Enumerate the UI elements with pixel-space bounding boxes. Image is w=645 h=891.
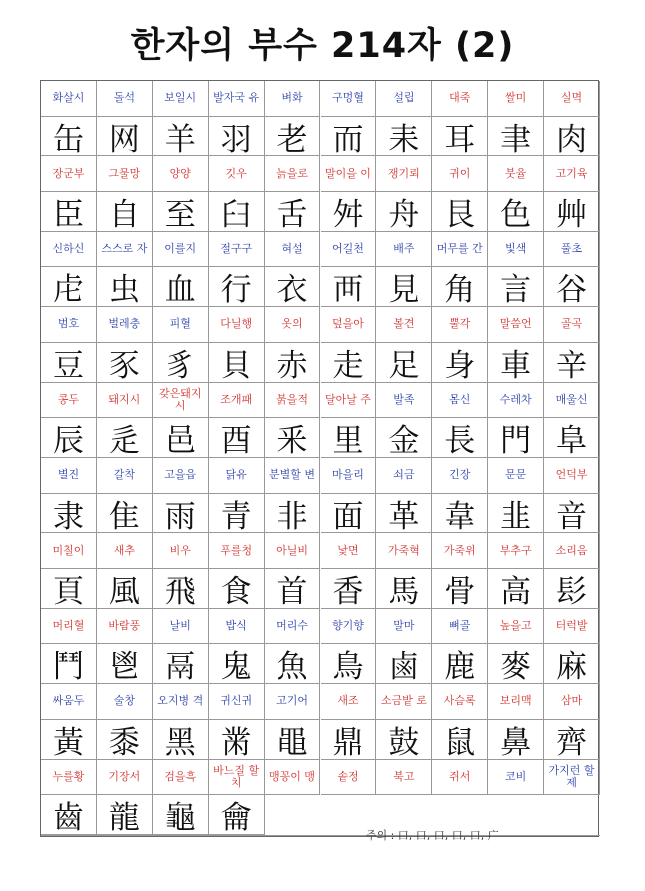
radical-character: 見 <box>376 267 432 307</box>
radical-character: 耒 <box>376 117 432 157</box>
radical-character: 里 <box>321 418 377 458</box>
radical-label: 비우 <box>153 533 209 569</box>
radical-label: 벌레충 <box>97 307 153 343</box>
radical-label: 발족 <box>376 383 432 419</box>
radical-label: 사슴록 <box>432 684 488 720</box>
radical-character: 辰 <box>41 418 97 458</box>
radical-label: 부추구 <box>488 533 544 569</box>
radical-character: 羊 <box>153 117 209 157</box>
radical-character: 髟 <box>544 569 600 609</box>
radical-label <box>209 835 265 836</box>
radical-label: 낯면 <box>321 533 377 569</box>
radical-label: 쇠금 <box>376 458 432 494</box>
radical-label: 혀설 <box>265 232 321 268</box>
radical-character: 鬲 <box>153 644 209 684</box>
radical-character: 金 <box>376 418 432 458</box>
radical-label: 쌀미 <box>488 81 544 117</box>
radical-label: 스스로 자 <box>97 232 153 268</box>
radical-label: 검을흑 <box>153 760 209 796</box>
radical-character: 韭 <box>488 494 544 534</box>
radical-label: 장군부 <box>41 156 97 192</box>
radical-label: 미칠이 <box>41 533 97 569</box>
radical-label: 뼈골 <box>432 609 488 645</box>
radical-character: 色 <box>488 192 544 232</box>
radical-label: 볼견 <box>376 307 432 343</box>
radical-character: 龠 <box>209 795 265 835</box>
radical-character: 豸 <box>153 343 209 383</box>
radical-character: 豕 <box>97 343 153 383</box>
radical-label: 돼지시 <box>97 383 153 419</box>
footnote: 주의 : 口, 口, 口, 口, 口, 广 <box>265 835 600 836</box>
radical-label: 이를지 <box>153 232 209 268</box>
radical-character: 肉 <box>544 117 600 157</box>
radical-character: 齊 <box>544 720 600 760</box>
radical-character: 非 <box>265 494 321 534</box>
radical-table <box>40 80 599 842</box>
radical-label: 말마 <box>376 609 432 645</box>
radical-character: 首 <box>265 569 321 609</box>
radical-character: 風 <box>97 569 153 609</box>
radical-character: 舌 <box>265 192 321 232</box>
radical-character: 鬥 <box>41 644 97 684</box>
radical-character: 言 <box>488 267 544 307</box>
radical-character: 面 <box>321 494 377 534</box>
radical-character: 辵 <box>97 418 153 458</box>
radical-character: 黍 <box>97 720 153 760</box>
radical-character: 隹 <box>97 494 153 534</box>
radical-label: 범호 <box>41 307 97 343</box>
radical-character: 貝 <box>209 343 265 383</box>
radical-character: 雨 <box>153 494 209 534</box>
radical-label: 설립 <box>376 81 432 117</box>
radical-character: 黹 <box>209 720 265 760</box>
radical-label: 배주 <box>376 232 432 268</box>
radical-label: 기장서 <box>97 760 153 796</box>
radical-character: 香 <box>321 569 377 609</box>
radical-character: 麻 <box>544 644 600 684</box>
radical-label: 닭유 <box>209 458 265 494</box>
radical-label: 그물망 <box>97 156 153 192</box>
radical-character: 豆 <box>41 343 97 383</box>
radical-character: 至 <box>153 192 209 232</box>
radical-label: 양양 <box>153 156 209 192</box>
radical-character: 馬 <box>376 569 432 609</box>
radical-character: 舟 <box>376 192 432 232</box>
radical-character: 龍 <box>97 795 153 835</box>
radical-character: 赤 <box>265 343 321 383</box>
radical-character: 臼 <box>209 192 265 232</box>
radical-character: 艸 <box>544 192 600 232</box>
radical-character: 麥 <box>488 644 544 684</box>
radical-character: 革 <box>376 494 432 534</box>
radical-label: 푸를청 <box>209 533 265 569</box>
radical-character: 車 <box>488 343 544 383</box>
radical-label: 누를황 <box>41 760 97 796</box>
radical-character: 身 <box>432 343 488 383</box>
radical-label: 구멍혈 <box>321 81 377 117</box>
radical-label <box>153 835 209 836</box>
radical-label: 고을읍 <box>153 458 209 494</box>
radical-label: 솥정 <box>321 760 377 796</box>
radical-character: 艮 <box>432 192 488 232</box>
empty-cell <box>544 795 600 835</box>
radical-character: 角 <box>432 267 488 307</box>
empty-cell <box>265 795 321 835</box>
radical-label: 마을리 <box>321 458 377 494</box>
radical-label: 몸신 <box>432 383 488 419</box>
radical-character: 頁 <box>41 569 97 609</box>
radical-label: 분별할 변 <box>265 458 321 494</box>
page-title: 한자의 부수 214자 (2) <box>130 26 515 66</box>
radical-label: 돌석 <box>97 81 153 117</box>
radical-label: 옷의 <box>265 307 321 343</box>
radical-label: 골곡 <box>544 307 600 343</box>
radical-label: 소리음 <box>544 533 600 569</box>
radical-character: 鼓 <box>376 720 432 760</box>
radical-character: 自 <box>97 192 153 232</box>
radical-character: 韋 <box>432 494 488 534</box>
radical-character: 足 <box>376 343 432 383</box>
radical-label: 늙을로 <box>265 156 321 192</box>
radical-character: 鬯 <box>97 644 153 684</box>
radical-character: 辛 <box>544 343 600 383</box>
radical-label: 화살시 <box>41 81 97 117</box>
radical-character: 黃 <box>41 720 97 760</box>
radical-label: 삼마 <box>544 684 600 720</box>
radical-label: 붓율 <box>488 156 544 192</box>
radical-character: 音 <box>544 494 600 534</box>
radical-label: 갈착 <box>97 458 153 494</box>
radical-label: 대죽 <box>432 81 488 117</box>
radical-character: 聿 <box>488 117 544 157</box>
radical-character: 食 <box>209 569 265 609</box>
radical-character: 缶 <box>41 117 97 157</box>
radical-label: 어길천 <box>321 232 377 268</box>
radical-label: 바느질 할치 <box>209 760 265 796</box>
radical-label: 실멱 <box>544 81 600 117</box>
radical-character: 鼻 <box>488 720 544 760</box>
radical-character: 門 <box>488 418 544 458</box>
radical-character: 鼠 <box>432 720 488 760</box>
radical-character: 邑 <box>153 418 209 458</box>
radical-label: 새조 <box>321 684 377 720</box>
radical-character: 酉 <box>209 418 265 458</box>
radical-label: 깃우 <box>209 156 265 192</box>
radical-label: 쥐서 <box>432 760 488 796</box>
radical-label: 터럭발 <box>544 609 600 645</box>
radical-label: 바람풍 <box>97 609 153 645</box>
radical-label: 향기향 <box>321 609 377 645</box>
radical-label: 아닐비 <box>265 533 321 569</box>
radical-character: 血 <box>153 267 209 307</box>
radical-label: 귀이 <box>432 156 488 192</box>
radical-character: 行 <box>209 267 265 307</box>
radical-label <box>41 835 97 836</box>
radical-label: 머리혈 <box>41 609 97 645</box>
radical-character: 虫 <box>97 267 153 307</box>
radical-character: 齒 <box>41 795 97 835</box>
radical-character: 耳 <box>432 117 488 157</box>
radical-label: 가죽위 <box>432 533 488 569</box>
radical-label: 싸움두 <box>41 684 97 720</box>
radical-character: 青 <box>209 494 265 534</box>
radical-character: 隶 <box>41 494 97 534</box>
radical-label: 수레차 <box>488 383 544 419</box>
radical-label: 언덕부 <box>544 458 600 494</box>
radical-label: 가죽혁 <box>376 533 432 569</box>
radical-label: 신하신 <box>41 232 97 268</box>
radical-label: 날비 <box>153 609 209 645</box>
radical-label: 새추 <box>97 533 153 569</box>
radical-character: 鼎 <box>321 720 377 760</box>
radical-label: 높을고 <box>488 609 544 645</box>
radical-label: 뿔각 <box>432 307 488 343</box>
radical-label: 다닐행 <box>209 307 265 343</box>
radical-character: 而 <box>321 117 377 157</box>
radical-character: 骨 <box>432 569 488 609</box>
radical-character: 臣 <box>41 192 97 232</box>
radical-label: 붉을적 <box>265 383 321 419</box>
radical-label: 달아날 주 <box>321 383 377 419</box>
radical-label: 보일시 <box>153 81 209 117</box>
radical-character: 鹿 <box>432 644 488 684</box>
radical-label: 빛색 <box>488 232 544 268</box>
radical-character: 高 <box>488 569 544 609</box>
radical-label: 북고 <box>376 760 432 796</box>
radical-label: 발자국 유 <box>209 81 265 117</box>
radical-label: 덮을아 <box>321 307 377 343</box>
radical-character: 龜 <box>153 795 209 835</box>
radical-character: 谷 <box>544 267 600 307</box>
radical-label: 조개패 <box>209 383 265 419</box>
radical-label: 고기육 <box>544 156 600 192</box>
radical-character: 襾 <box>321 267 377 307</box>
radical-character: 虍 <box>41 267 97 307</box>
radical-label: 절구구 <box>209 232 265 268</box>
radical-label: 코비 <box>488 760 544 796</box>
radical-character: 衣 <box>265 267 321 307</box>
radical-character: 鳥 <box>321 644 377 684</box>
radical-label: 콩두 <box>41 383 97 419</box>
radical-label: 귀신귀 <box>209 684 265 720</box>
radical-label: 소금밭 로 <box>376 684 432 720</box>
radical-label: 오지병 격 <box>153 684 209 720</box>
radical-label: 피혈 <box>153 307 209 343</box>
radical-label: 벼화 <box>265 81 321 117</box>
radical-label: 머리수 <box>265 609 321 645</box>
radical-character: 黽 <box>265 720 321 760</box>
radical-label: 쟁기뢰 <box>376 156 432 192</box>
radical-character: 鬼 <box>209 644 265 684</box>
radical-character: 鹵 <box>376 644 432 684</box>
radical-character: 飛 <box>153 569 209 609</box>
radical-character: 長 <box>432 418 488 458</box>
radical-label: 긴장 <box>432 458 488 494</box>
radical-label: 머무를 간 <box>432 232 488 268</box>
radical-label: 맹꽁이 맹 <box>265 760 321 796</box>
radical-label: 말이을 이 <box>321 156 377 192</box>
radical-label: 별진 <box>41 458 97 494</box>
radical-label: 밥식 <box>209 609 265 645</box>
radical-character: 魚 <box>265 644 321 684</box>
radical-character: 走 <box>321 343 377 383</box>
radical-character: 舛 <box>321 192 377 232</box>
radical-character: 釆 <box>265 418 321 458</box>
radical-label: 가지런 할제 <box>544 760 600 796</box>
radical-label: 풀초 <box>544 232 600 268</box>
radical-label: 매울신 <box>544 383 600 419</box>
radical-character: 羽 <box>209 117 265 157</box>
radical-label: 갖은돼지시 <box>153 383 209 419</box>
radical-label: 보리맥 <box>488 684 544 720</box>
radical-character: 网 <box>97 117 153 157</box>
radical-label: 고기어 <box>265 684 321 720</box>
radical-label: 말씀언 <box>488 307 544 343</box>
radical-character: 老 <box>265 117 321 157</box>
radical-character: 阜 <box>544 418 600 458</box>
radical-label: 술창 <box>97 684 153 720</box>
radical-label: 문문 <box>488 458 544 494</box>
radical-label <box>97 835 153 836</box>
radical-character: 黑 <box>153 720 209 760</box>
